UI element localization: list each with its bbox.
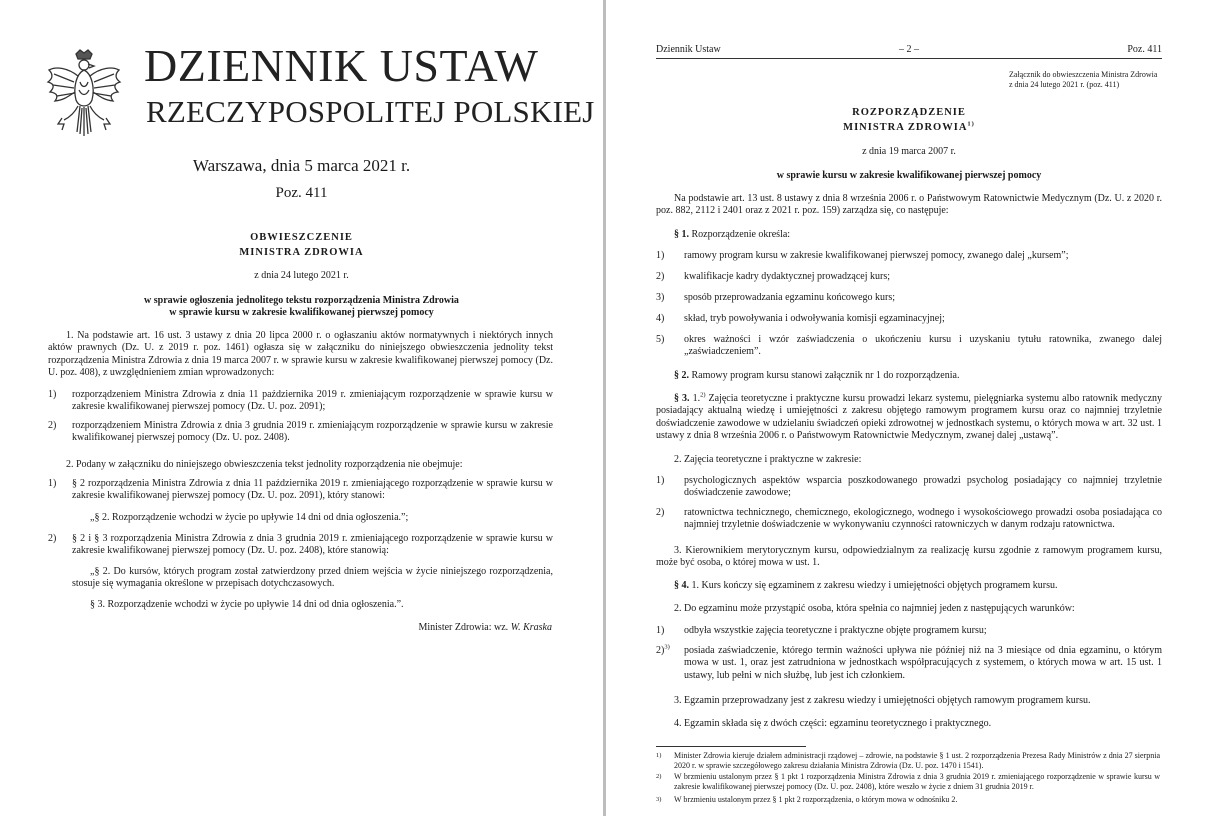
- list-text: kwalifikacje kadry dydaktycznej prowadzącej kurs;: [684, 271, 891, 282]
- document-authority: [606, 120, 1212, 135]
- footnote-mark: 2): [656, 773, 662, 780]
- list-item: [48, 533, 553, 559]
- annex-note: [1009, 70, 1157, 89]
- signature: [300, 622, 552, 634]
- white-eagle-emblem-icon: [46, 48, 122, 138]
- list-number: 1): [48, 389, 57, 400]
- list-number: [656, 645, 670, 657]
- subject-line-1: w sprawie ogłoszenia jednolitego tekstu rozporządzenia Ministra Zdrowia: [144, 295, 459, 306]
- header-position: Poz. 411: [1127, 44, 1162, 55]
- list-item: [656, 250, 1162, 264]
- list-number: 1): [656, 625, 665, 636]
- list-number-text: 2): [656, 645, 665, 656]
- list-item: [656, 645, 1162, 683]
- list-number: 2): [48, 420, 57, 431]
- footnote-text: W brzmieniu ustalonym przez § 1 pkt 2 rozporządzenia, o którym mowa w odnośniku 2.: [674, 795, 958, 804]
- list-number: 4): [656, 313, 665, 324]
- list-item: [656, 292, 1162, 306]
- list-text: skład, tryb powoływania i odwoływania komisji egzaminacyjnej;: [684, 313, 945, 324]
- authority-name: MINISTRA ZDROWIA: [843, 122, 968, 133]
- section-label: § 3.: [674, 393, 690, 404]
- section-label: § 4.: [674, 580, 689, 591]
- document-type: OBWIESZCZENIE: [250, 232, 353, 243]
- list-item: [656, 271, 1162, 285]
- section-4-paragraph-3: 3. Egzamin przeprowadzany jest z zakresu wiedzy i umiejętności objętych ramowym programem kursu.: [674, 695, 1091, 706]
- list-text: § 2 i § 3 rozporządzenia Ministra Zdrowia z dnia 3 grudnia 2019 r. zmieniającego rozporządzenie w sprawie kursu w zakresie kwalifikowanej pierwszej pomocy (Dz. U. poz. 2408), które stanowią:: [72, 533, 553, 557]
- signature-name: W. Kraska: [510, 622, 552, 633]
- section-text: Rozporządzenie określa:: [691, 229, 791, 240]
- footnote-rule: [656, 746, 806, 747]
- quote-2b: § 3. Rozporządzenie wchodzi w życie po upływie 14 dni od dnia ogłoszenia.”.: [90, 599, 404, 610]
- document-authority: MINISTRA ZDROWIA: [239, 247, 364, 258]
- masthead: [46, 40, 595, 137]
- quote-2a: „§ 2. Do kursów, których program został zatwierdzony przed dniem wejścia w życie niniejszego rozporządzenia, stosuje się wymagania określone w przepisach dotychczasowych.: [72, 566, 553, 590]
- list-number: 2): [48, 533, 57, 544]
- list-text: ratownictwa technicznego, chemicznego, ekologicznego, wodnego i wysokościowego prowadzi osoba posiadająca co najmniej trzyletnie doświadczenie w wykonywaniu czynności ratowniczych w danym rodzaju ratownictwa.: [684, 507, 1162, 531]
- section-2: [674, 370, 1162, 382]
- preamble: Na podstawie art. 13 ust. 8 ustawy z dnia 8 września 2006 r. o Państwowym Ratownictwie Medycznym (Dz. U. z 2020 r. poz. 882, 2112 i 2401 oraz z 2021 r. poz. 159) zarządza się, co następuje:: [656, 193, 1162, 217]
- list-item: [656, 507, 1162, 533]
- issue-date: Warszawa, dnia 5 marca 2021 r.: [192, 156, 411, 175]
- header-journal: Dziennik Ustaw: [656, 44, 721, 55]
- list-number: 1): [48, 478, 57, 489]
- quote-1: „§ 2. Rozporządzenie wchodzi w życie po upływie 14 dni od dnia ogłoszenia.”;: [90, 512, 409, 523]
- list-item: [656, 475, 1162, 501]
- left-page: [0, 0, 603, 816]
- annex-note-line-2: z dnia 24 lutego 2021 r. (poz. 411): [1009, 79, 1120, 89]
- paragraph-text: Zajęcia teoretyczne i praktyczne kursu prowadzi lekarz systemu, pielęgniarka systemu albo ratownik medyczny posiadający aktualną wiedzę i umiejętności z zakresu objętego ramowym programem kursu oraz co najmniej trzyletnie doświadczenie zawodowe w udzielaniu świadczeń opieki zdrowotnej w jednostkach systemu, o których mowa w art. 32 ust. 1 ustawy z dnia 8 września 2006 r. o Państwowym Ratownictwie Medycznym, zwanej dalej „ustawą”.: [656, 393, 1163, 441]
- paragraph-1: 1. Na podstawie art. 16 ust. 3 ustawy z dnia 20 lipca 2000 r. o ogłaszaniu aktów normatywnych i niektórych innych aktów prawnych (Dz. U. z 2019 r. poz. 1461) ogłasza się w załączniku do niniejszego obwieszczenia jednolity tekst rozporządzenia Ministra Zdrowia z dnia 19 marca 2007 r. w sprawie kursu w zakresie kwalifikowanej pierwszej pomocy (Dz. U. poz. 408), z uwzględnieniem zmian wprowadzonych:: [48, 330, 553, 378]
- footnote-ref: 2): [700, 391, 706, 399]
- list-number: 1): [656, 475, 665, 486]
- footnote-ref: 1): [967, 120, 975, 128]
- list-item: [48, 478, 553, 504]
- footnote: [656, 795, 1162, 806]
- footnote-mark: 1): [656, 752, 662, 759]
- section-1: [674, 229, 1162, 241]
- document-subject: w sprawie kursu w zakresie kwalifikowanej pierwszej pomocy: [776, 170, 1042, 181]
- footnote: [656, 772, 1162, 792]
- document-type: ROZPORZĄDZENIE: [852, 107, 966, 118]
- document-date: z dnia 19 marca 2007 r.: [862, 146, 956, 157]
- document-date: z dnia 24 lutego 2021 r.: [254, 270, 349, 281]
- issue-position: Poz. 411: [275, 185, 328, 201]
- list-item: [656, 313, 1162, 327]
- list-text: posiada zaświadczenie, którego termin ważności upływa nie później niż na 3 miesiące od dnia egzaminu, o którym mowa w ust. 1, oraz jest zatrudniona w jednostkach współpracujących z systemem, o których mowa w art. 15 ust. 1 ustawy, lub pełni w nich służbę, lub jest ich członkiem.: [684, 645, 1162, 681]
- section-3-paragraph-3: 3. Kierownikiem merytorycznym kursu, odpowiedzialnym za realizację kursu zgodnie z ramowym programem kursu, może być osoba, o której mowa w ust. 1.: [656, 545, 1162, 569]
- footnote-text: W brzmieniu ustalonym przez § 1 pkt 1 rozporządzenia Ministra Zdrowia z dnia 3 grudnia 2019 r. zmieniającego rozporządzenie w sprawie kursu w zakresie kwalifikowanej pierwszej pomocy (Dz. U. poz. 2408), które weszło w życie z dniem 31 grudnia 2019 r.: [674, 772, 1160, 791]
- list-number: 3): [656, 292, 665, 303]
- footnote-mark: 3): [656, 796, 662, 803]
- footnote-ref: 3): [664, 643, 670, 651]
- list-text: § 2 rozporządzenia Ministra Zdrowia z dnia 11 października 2019 r. zmieniającego rozporządzenie w sprawie kursu w zakresie kwalifikowanej pierwszej pomocy (Dz. U. poz. 2091), który stanowi:: [72, 478, 553, 502]
- header-page-number: – 2 –: [899, 44, 919, 55]
- section-3-paragraph-1: [656, 393, 1162, 442]
- section-4-paragraph-4: 4. Egzamin składa się z dwóch części: egzaminu teoretycznego i praktycznego.: [674, 718, 992, 729]
- list-number: 2): [656, 271, 665, 282]
- list-item: [48, 389, 553, 415]
- section-text: Ramowy program kursu stanowi załącznik nr 1 do rozporządzenia.: [691, 370, 960, 381]
- list-text: psychologicznych aspektów wsparcia poszkodowanego prowadzi psycholog posiadający co najmniej trzyletnie doświadczenie zawodowe;: [684, 475, 1162, 499]
- section-label: § 2.: [674, 370, 689, 381]
- footnote: [656, 751, 1162, 771]
- section-4-paragraph-2: 2. Do egzaminu może przystąpić osoba, która spełnia co najmniej jeden z następujących warunków:: [674, 603, 1075, 614]
- list-text: okres ważności i wzór zaświadczenia o ukończeniu kursu i uzyskaniu tytułu ratownika, zwanego dalej „zaświadczeniem”.: [684, 334, 1162, 358]
- annex-note-line-1: Załącznik do obwieszczenia Ministra Zdrowia: [1009, 70, 1158, 79]
- list-text: rozporządzeniem Ministra Zdrowia z dnia 11 października 2019 r. zmieniającym rozporządzenie w sprawie kursu w zakresie kwalifikowanej pierwszej pomocy (Dz. U. poz. 2091);: [72, 389, 553, 413]
- section-label: § 1.: [674, 229, 689, 240]
- paragraph-text: 1. Kurs kończy się egzaminem z zakresu wiedzy i umiejętności objętych programem kursu.: [691, 580, 1058, 591]
- journal-subtitle: RZECZYPOSPOLITEJ POLSKIEJ: [146, 94, 595, 129]
- list-number: 5): [656, 334, 665, 345]
- journal-title: DZIENNIK USTAW: [144, 40, 539, 91]
- section-3-paragraph-2: 2. Zajęcia teoretyczne i praktyczne w zakresie:: [674, 454, 862, 465]
- list-text: rozporządzeniem Ministra Zdrowia z dnia 3 grudnia 2019 r. zmieniającym rozporządzenie w sprawie kursu w zakresie kwalifikowanej pierwszej pomocy (Dz. U. poz. 2408).: [72, 420, 553, 444]
- list-number: 1): [656, 250, 665, 261]
- list-item: [48, 420, 553, 446]
- paragraph-2: 2. Podany w załączniku do niniejszego obwieszczenia tekst jednolity rozporządzenia nie obejmuje:: [66, 459, 463, 470]
- paragraph-number: 1.: [692, 393, 701, 404]
- list-text: sposób przeprowadzania egzaminu końcowego kurs;: [684, 292, 896, 303]
- footnote-text: Minister Zdrowia kieruje działem administracji rządowej – zdrowie, na podstawie § 1 ust. 2 rozporządzenia Prezesa Rady Ministrów z dnia 27 sierpnia 2020 r. w sprawie szczegółowego zakresu działania Ministra Zdrowia (Dz. U. poz. 1470 i 1541).: [674, 751, 1160, 770]
- header-rule: [656, 58, 1162, 59]
- list-item: [656, 625, 1162, 639]
- subject-line-2: w sprawie kursu w zakresie kwalifikowanej pierwszej pomocy: [169, 307, 434, 318]
- section-4-paragraph-1: [674, 580, 1162, 592]
- list-text: ramowy program kursu w zakresie kwalifikowanej pierwszej pomocy, zwanego dalej „kursem”;: [684, 250, 1069, 261]
- right-page: [606, 0, 1212, 816]
- list-text: odbyła wszystkie zajęcia teoretyczne i praktyczne objęte programem kursu;: [684, 625, 987, 636]
- signature-prefix: Minister Zdrowia: wz.: [418, 622, 509, 633]
- list-number: 2): [656, 507, 665, 518]
- list-item: [656, 334, 1162, 360]
